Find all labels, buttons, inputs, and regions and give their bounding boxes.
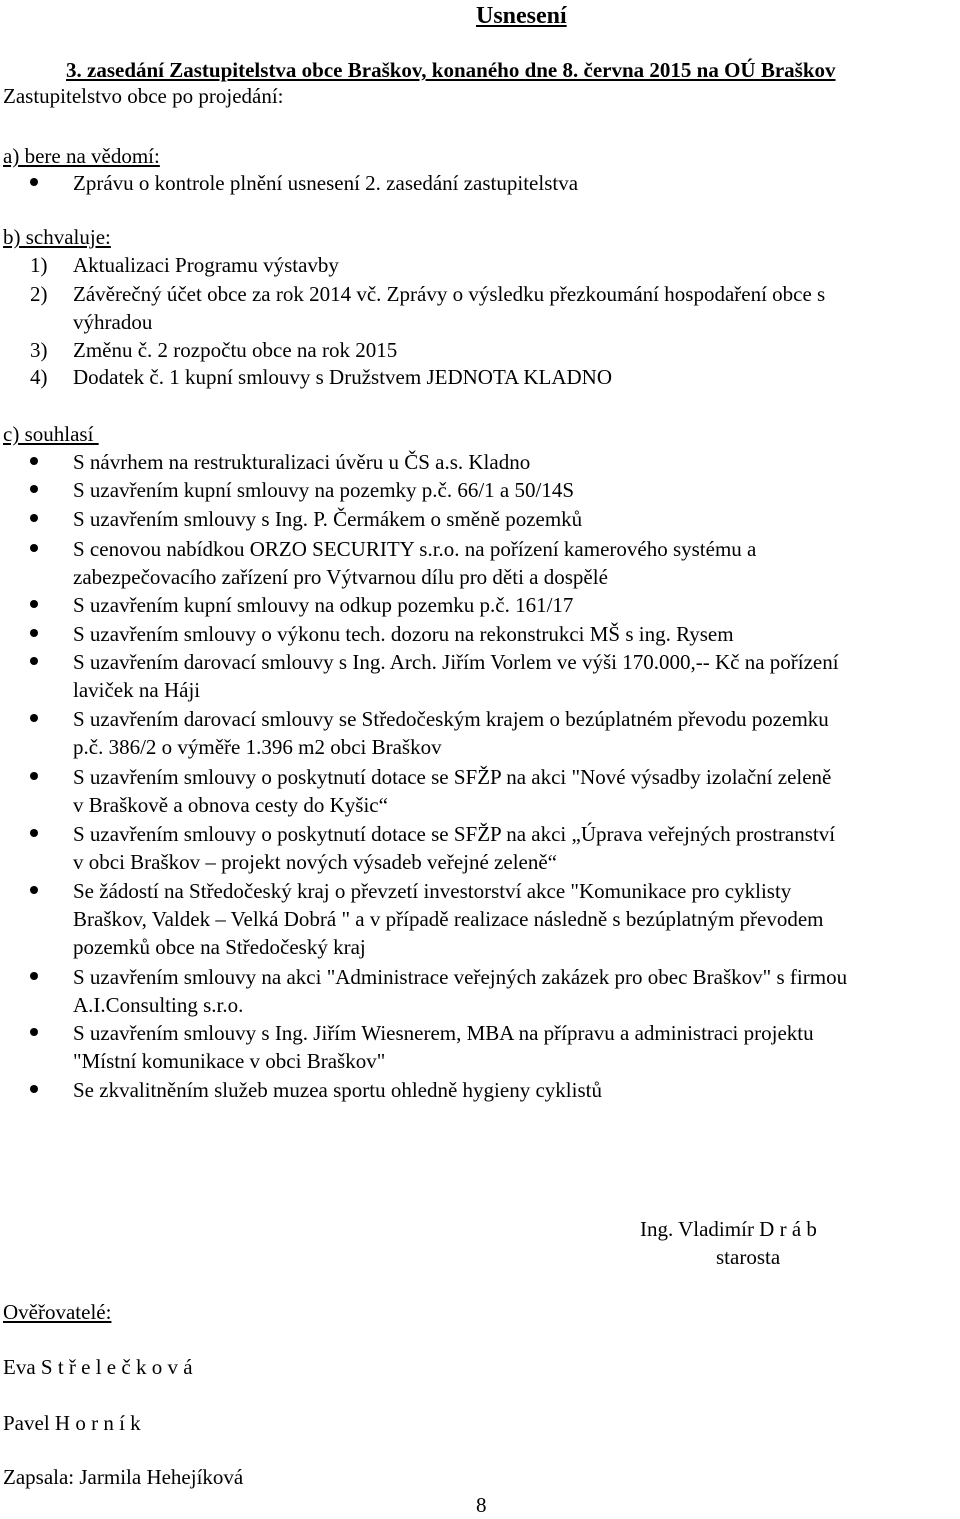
section-c-item: Se žádostí na Středočeský kraj o převzetí investorství akce "Komunikace pro cyklisty [73, 879, 792, 903]
section-c-item: S cenovou nabídkou ORZO SECURITY s.r.o. na pořízení kamerového systému a [73, 537, 757, 561]
bullet-icon [30, 657, 38, 665]
section-c-item-cont: "Místní komunikace v obci Braškov" [73, 1049, 386, 1073]
bullet-icon [30, 514, 38, 522]
section-b-item: Aktualizaci Programu výstavby [73, 253, 339, 277]
section-c-item-cont: pozemků obce na Středočeský kraj [73, 935, 366, 959]
section-b-number: 4) [30, 365, 48, 389]
bullet-icon [30, 544, 38, 552]
section-c-item: S uzavřením smlouvy na akci "Administrace veřejných zakázek pro obec Braškov" s firmou [73, 965, 848, 989]
section-c-item: S uzavřením kupní smlouvy na pozemky p.č. 66/1 a 50/14S [73, 478, 575, 502]
section-c-item-cont: A.I.Consulting s.r.o. [73, 993, 244, 1017]
bullet-icon [30, 714, 38, 722]
section-b-item: Změnu č. 2 rozpočtu obce na rok 2015 [73, 338, 398, 362]
section-c-item: S návrhem na restrukturalizaci úvěru u ČS a.s. Kladno [73, 450, 531, 474]
section-c-item-cont: v obci Braškov – projekt nových výsadeb veřejné zeleně“ [73, 850, 557, 874]
bullet-icon [30, 1028, 38, 1036]
bullet-icon [30, 772, 38, 780]
section-c-item-cont: v Braškově a obnova cesty do Kyšic“ [73, 793, 388, 817]
section-c-item-cont: laviček na Háji [73, 678, 201, 702]
bullet-icon [30, 1085, 38, 1093]
verifiers-heading: Ověřovatelé: [3, 1300, 112, 1324]
section-c-item: S uzavřením darovací smlouvy se Středočeským krajem o bezúplatném převodu pozemku [73, 707, 829, 731]
section-c-item: Se zkvalitněním služeb muzea sportu ohledně hygieny cyklistů [73, 1078, 602, 1102]
section-b-number: 2) [30, 282, 48, 306]
bullet-icon [30, 829, 38, 837]
bullet-icon [30, 485, 38, 493]
document-subtitle: 3. zasedání Zastupitelstva obce Braškov, konaného dne 8. června 2015 na OÚ Braškov [66, 58, 836, 82]
signature-name: Ing. Vladimír D r á b [640, 1217, 817, 1241]
verifier-name: Pavel H o r n í k [3, 1411, 141, 1435]
section-c-item-cont: Braškov, Valdek – Velká Dobrá " a v případě realizace následně s bezúplatným převodem [73, 907, 824, 931]
section-c-item-cont: p.č. 386/2 o výměře 1.396 m2 obci Braškov [73, 735, 442, 759]
section-b-number: 1) [30, 253, 48, 277]
bullet-icon [30, 886, 38, 894]
section-c-item: S uzavřením smlouvy o poskytnutí dotace se SFŽP na akci "Nové výsadby izolační zeleně [73, 765, 832, 789]
bullet-icon [30, 972, 38, 980]
section-c-item: S uzavřením smlouvy s Ing. P. Čermákem o směně pozemků [73, 507, 583, 531]
intro-text: Zastupitelstvo obce po projedání: [3, 84, 284, 108]
section-c-item: S uzavřením kupní smlouvy na odkup pozemku p.č. 161/17 [73, 593, 574, 617]
page-number: 8 [476, 1493, 487, 1517]
section-b-item: Závěrečný účet obce za rok 2014 vč. Zprávy o výsledku přezkoumání hospodaření obce s [73, 282, 826, 306]
bullet-icon [30, 178, 38, 186]
section-b-heading: b) schvaluje: [3, 225, 111, 249]
signature-role: starosta [716, 1245, 781, 1269]
section-b-item: Dodatek č. 1 kupní smlouvy s Družstvem JEDNOTA KLADNO [73, 365, 613, 389]
bullet-icon [30, 600, 38, 608]
section-c-heading: c) souhlasí [3, 422, 99, 446]
verifier-name: Eva S t ř e l e č k o v á [3, 1355, 193, 1379]
bullet-icon [30, 629, 38, 637]
section-c-item: S uzavřením darovací smlouvy s Ing. Arch. Jiřím Vorlem ve výši 170.000,-- Kč na pořízení [73, 650, 839, 674]
section-c-item: S uzavřením smlouvy o výkonu tech. dozoru na rekonstrukci MŠ s ing. Rysem [73, 622, 734, 646]
section-c-item-cont: zabezpečovacího zařízení pro Výtvarnou dílu pro děti a dospělé [73, 565, 608, 589]
recorder-text: Zapsala: Jarmila Hehejíková [3, 1465, 244, 1489]
section-a-heading: a) bere na vědomí: [3, 144, 160, 168]
section-b-item-cont: výhradou [73, 310, 153, 334]
section-a-item: Zprávu o kontrole plnění usnesení 2. zasedání zastupitelstva [73, 171, 579, 195]
bullet-icon [30, 457, 38, 465]
document-title: Usnesení [476, 3, 567, 29]
section-b-number: 3) [30, 338, 48, 362]
section-c-item: S uzavřením smlouvy s Ing. Jiřím Wiesnerem, MBA na přípravu a administraci projektu [73, 1021, 814, 1045]
section-c-item: S uzavřením smlouvy o poskytnutí dotace se SFŽP na akci „Úprava veřejných prostranství [73, 822, 836, 846]
